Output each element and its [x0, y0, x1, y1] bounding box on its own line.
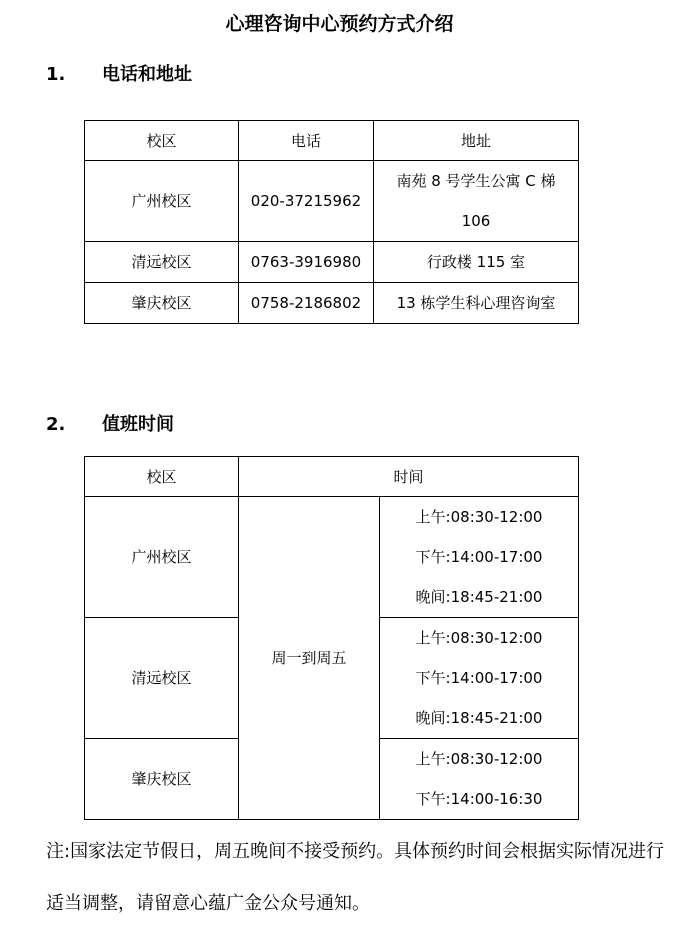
- phone-cell: 0763-3916980: [239, 242, 374, 283]
- slots-cell: [380, 497, 579, 618]
- campus-cell: 肇庆校区: [85, 283, 239, 324]
- slots-cell: [380, 618, 579, 739]
- column-header-phone: 电话: [239, 121, 374, 161]
- section-heading-hours: [46, 411, 174, 439]
- slots-cell: [380, 739, 579, 820]
- campus-cell: 广州校区: [85, 161, 239, 242]
- table-header-row: [85, 457, 579, 497]
- time-slot: 下午:14:00-17:00: [415, 548, 543, 566]
- section-title: 值班时间: [102, 414, 174, 435]
- section-number: 1.: [46, 64, 66, 85]
- address-line: 106: [461, 212, 491, 230]
- time-slot: 上午:08:30-12:00: [415, 750, 543, 768]
- time-slot: 上午:08:30-12:00: [415, 629, 543, 647]
- address-cell: 行政楼 115 室: [374, 242, 579, 283]
- time-slot: 下午:14:00-16:30: [415, 790, 543, 808]
- phone-cell: 020-37215962: [239, 161, 374, 242]
- table-row: [85, 283, 579, 324]
- footnote-text: 注:国家法定节假日，周五晚间不接受预约。具体预约时间会根据实际情况进行适当调整，请留意心蕴广金公众号通知。: [46, 841, 665, 914]
- column-header-campus: 校区: [85, 457, 239, 497]
- campus-cell: 广州校区: [85, 497, 239, 618]
- time-slot: 晚间:18:45-21:00: [415, 709, 543, 727]
- section-heading-contact: [46, 61, 192, 89]
- table-row: [85, 161, 579, 242]
- campus-cell: 肇庆校区: [85, 739, 239, 820]
- column-header-time: 时间: [239, 457, 579, 497]
- table-row: [85, 242, 579, 283]
- address-line: 南苑 8 号学生公寓 C 梯: [396, 172, 556, 190]
- address-cell: [374, 161, 579, 242]
- time-slot: 上午:08:30-12:00: [415, 508, 543, 526]
- campus-cell: 清远校区: [85, 242, 239, 283]
- days-cell: 周一到周五: [239, 497, 380, 820]
- column-header-address: 地址: [374, 121, 579, 161]
- table-row: [85, 497, 579, 618]
- phone-cell: 0758-2186802: [239, 283, 374, 324]
- hours-table: [84, 456, 579, 820]
- page-title: 心理咨询中心预约方式介绍: [225, 13, 454, 35]
- section-number: 2.: [46, 414, 66, 435]
- campus-cell: 清远校区: [85, 618, 239, 739]
- table-header-row: [85, 121, 579, 161]
- time-slot: 晚间:18:45-21:00: [415, 588, 543, 606]
- section-title: 电话和地址: [102, 64, 192, 85]
- contact-table: [84, 120, 579, 324]
- time-slot: 下午:14:00-17:00: [415, 669, 543, 687]
- column-header-campus: 校区: [85, 121, 239, 161]
- footnote: [46, 826, 668, 930]
- address-cell: 13 栋学生科心理咨询室: [374, 283, 579, 324]
